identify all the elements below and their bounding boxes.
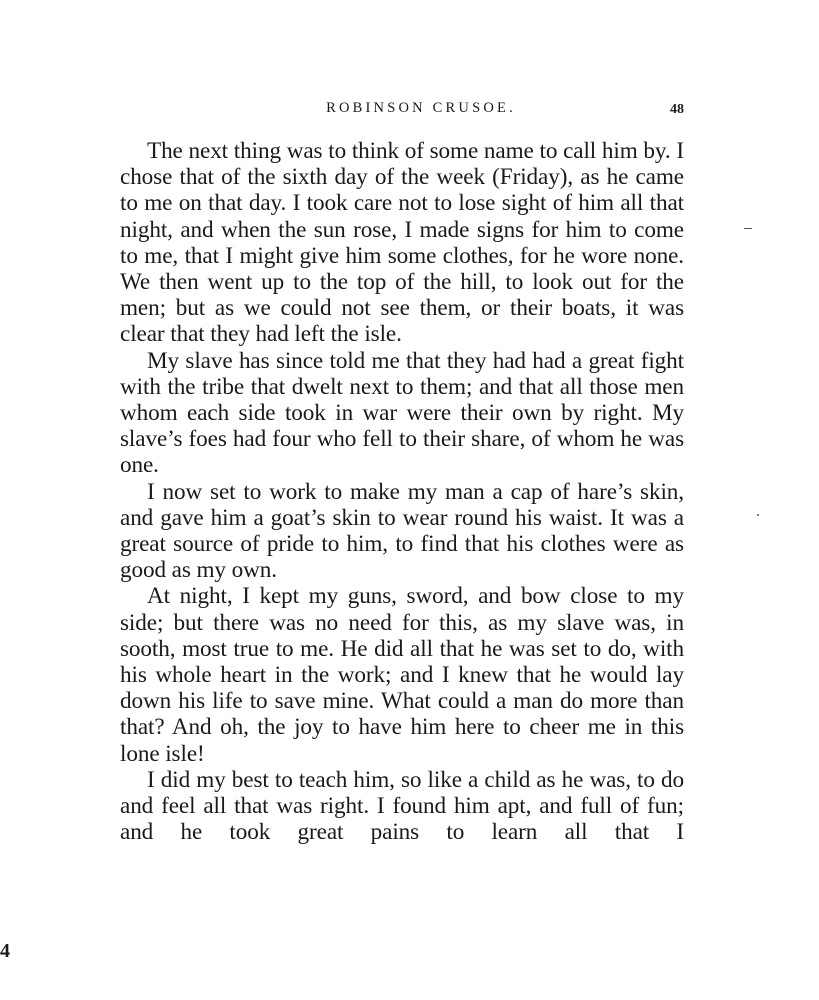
edge-number: 4	[0, 940, 10, 962]
running-head	[120, 100, 684, 124]
page-number: 48	[670, 102, 684, 117]
running-title: ROBINSON CRUSOE.	[326, 100, 516, 116]
paragraph: I now set to work to make my man a cap of hare’s skin, and gave him a goat’s skin to wear round his waist. It was a great source of pride to him, to find that his clothes were as good as my own.	[120, 478, 684, 584]
paragraph: I did my best to teach him, so like a child as he was, to do and feel all that was right. I found him apt, and full of fun; and he took great pains to learn all that I	[120, 766, 684, 846]
stray-mark	[744, 228, 752, 229]
paragraph: The next thing was to think of some name to call him by. I chose that of the sixth day of the week (Friday), as he came to me on that day. I took care not to lose sight of him all that night, and when the sun rose, I made signs for him to come to me, that I might give him some clothes, for he wore none. We then went up to the top of the hill, to look out for the men; but as we could not see them, or their boats, it was clear that they had left the isle.	[120, 138, 684, 348]
body-text	[120, 138, 684, 845]
stray-dot	[757, 514, 759, 516]
paragraph: At night, I kept my guns, sword, and bow close to my side; but there was no need for this, as my slave was, in sooth, most true to me. He did all that he was set to do, with his whole heart in the work; and I knew that he would lay down his life to save mine. What could a man do more than that? And oh, the joy to have him here to cheer me in this lone isle!	[120, 583, 684, 767]
paragraph: My slave has since told me that they had had a great fight with the tribe that dwelt next to them; and that all those men whom each side took in war were their own by right. My slave’s foes had four who fell to their share, of whom he was one.	[120, 347, 684, 479]
